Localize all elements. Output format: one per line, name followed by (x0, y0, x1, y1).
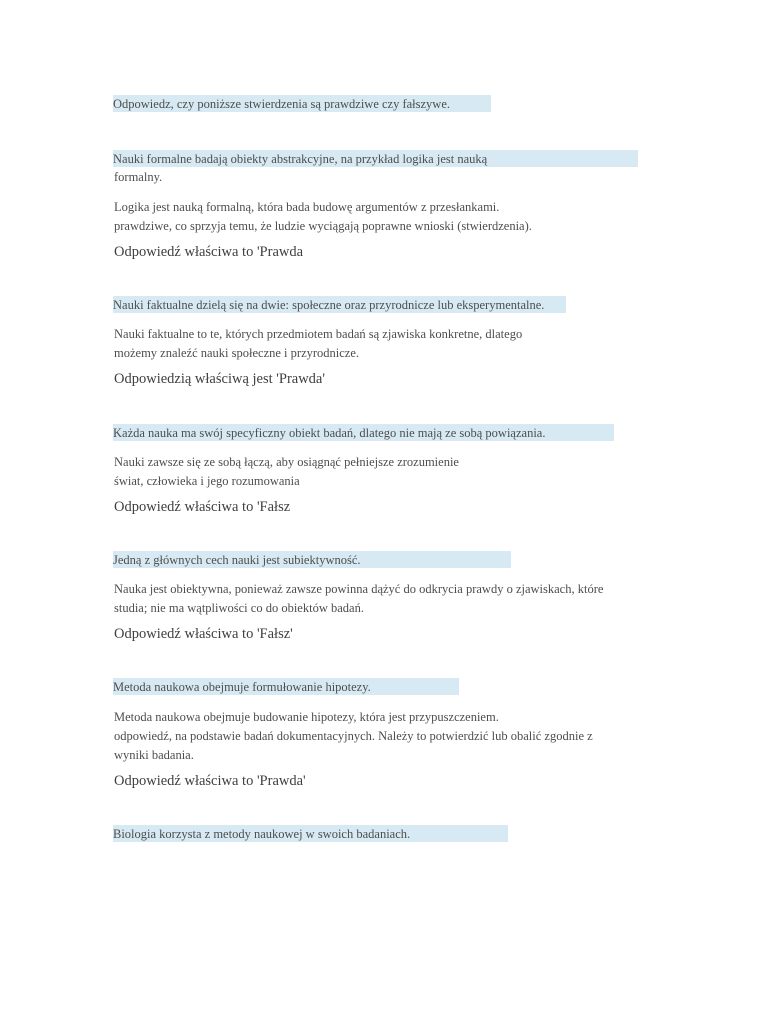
question-4-answer: Odpowiedź właściwa to 'Fałsz' (114, 626, 293, 642)
question-2-answer: Odpowiedzią właściwą jest 'Prawda' (114, 371, 325, 387)
question-6-statement (113, 825, 508, 842)
question-6-statement-line-1: Biologia korzysta z metody naukowej w swoich badaniach. (113, 827, 411, 841)
question-3-explanation (114, 453, 459, 491)
intro-text: Odpowiedz, czy poniższe stwierdzenia są prawdziwe czy fałszywe. (113, 97, 451, 111)
question-4-explanation-line-1: Nauka jest obiektywna, ponieważ zawsze powinna dążyć do odkrycia prawdy o zjawiskach, które (114, 582, 604, 596)
question-2-statement (113, 296, 566, 313)
question-5-statement (113, 678, 459, 695)
question-5-explanation-line-3: wyniki badania. (114, 748, 194, 762)
question-5-answer: Odpowiedź właściwa to 'Prawda' (114, 773, 306, 789)
question-2-explanation (114, 325, 522, 363)
question-3-answer: Odpowiedź właściwa to 'Fałsz (114, 499, 291, 515)
question-1-statement-continuation (114, 168, 162, 187)
question-3-explanation-line-2: świat, człowieka i jego rozumowania (114, 474, 300, 488)
question-4-explanation (114, 580, 603, 618)
question-1-explanation-line-2: prawdziwe, co sprzyja temu, że ludzie wyciągają poprawne wnioski (stwierdzenia). (114, 219, 532, 233)
question-1-statement-line-2: formalny. (114, 170, 163, 184)
intro-instruction (113, 95, 491, 112)
question-2-explanation-line-1: Nauki faktualne to te, których przedmiotem badań są zjawiska konkretne, dlatego (114, 327, 523, 341)
question-2-explanation-line-2: możemy znaleźć nauki społeczne i przyrodnicze. (114, 346, 360, 360)
question-1-explanation-line-1: Logika jest nauką formalną, która bada budowę argumentów z przesłankami. (114, 200, 500, 214)
question-1-answer: Odpowiedź właściwa to 'Prawda (114, 244, 304, 260)
question-1-statement-line-1: Nauki formalne badają obiekty abstrakcyjne, na przykład logika jest nauką (113, 152, 488, 166)
question-5-statement-line-1: Metoda naukowa obejmuje formułowanie hipotezy. (113, 680, 371, 694)
question-3-explanation-line-1: Nauki zawsze się ze sobą łączą, aby osiągnąć pełniejsze zrozumienie (114, 455, 459, 469)
question-4-statement (113, 551, 511, 568)
question-5-explanation-line-2: odpowiedź, na podstawie badań dokumentacyjnych. Należy to potwierdzić lub obalić zgodnie z (114, 729, 593, 743)
question-4-explanation-line-2: studia; nie ma wątpliwości co do obiektów badań. (114, 601, 364, 615)
question-3-statement (113, 424, 614, 441)
question-4-statement-line-1: Jedną z głównych cech nauki jest subiektywność. (113, 553, 361, 567)
question-5-explanation-line-1: Metoda naukowa obejmuje budowanie hipotezy, która jest przypuszczeniem. (114, 710, 499, 724)
question-5-explanation (114, 708, 593, 765)
question-3-statement-line-1: Każda nauka ma swój specyficzny obiekt badań, dlatego nie mają ze sobą powiązania. (113, 426, 546, 440)
question-2-statement-line-1: Nauki faktualne dzielą się na dwie: społeczne oraz przyrodnicze lub eksperymentalne. (113, 298, 545, 312)
question-1-explanation (114, 198, 532, 236)
question-1-statement (113, 150, 638, 167)
